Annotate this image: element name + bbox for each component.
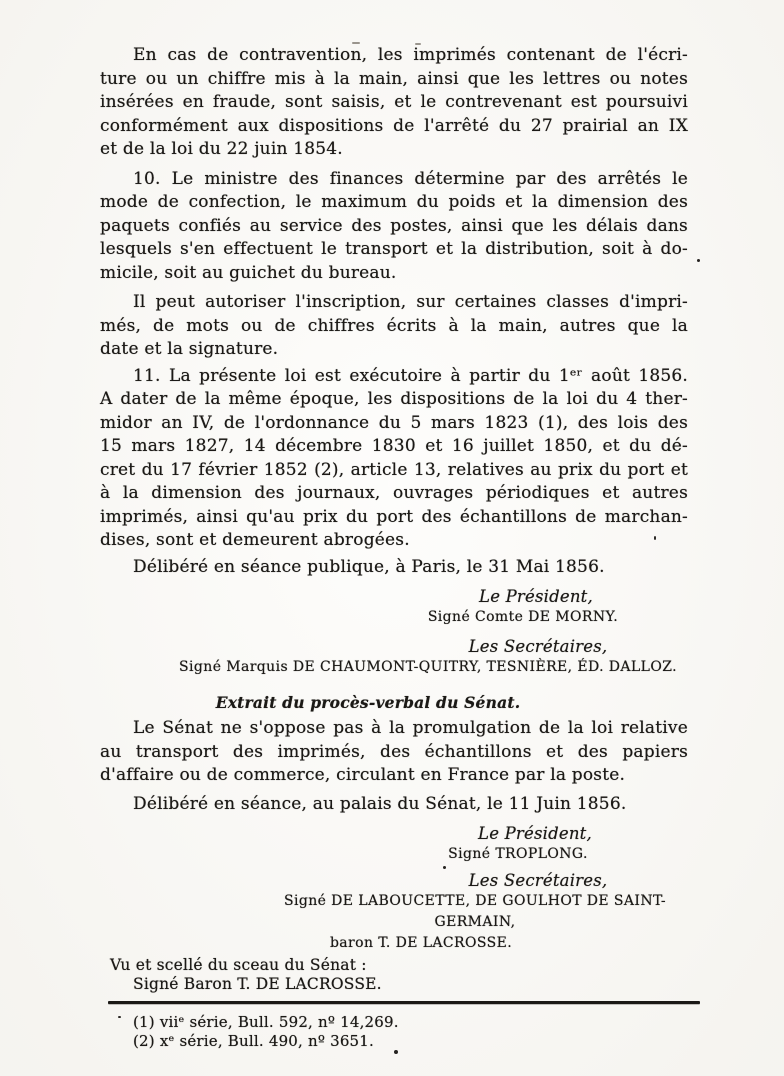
text-line: lesquels s'en effectuent le transport et la distribution, soit à do- bbox=[100, 239, 688, 259]
senate-extract-heading: Extrait du procès-verbal du Sénat. bbox=[215, 693, 521, 712]
secretaries-signature-line-2: baron T. DE LACROSSE. bbox=[329, 935, 513, 951]
president-title: Le Président, bbox=[479, 587, 593, 606]
text-line: d'affaire ou de commerce, circulant en France par la poste. bbox=[100, 765, 626, 785]
text-line: A dater de la même époque, les dispositions de la loi du 4 ther- bbox=[100, 389, 688, 409]
text-line: mode de confection, le maximum du poids et la dimension des bbox=[100, 192, 688, 212]
scan-artifact-speck bbox=[415, 43, 421, 45]
text-line: paquets confiés au service des postes, ainsi que les délais dans bbox=[100, 215, 688, 236]
text-line: conformément aux dispositions de l'arrêté du 27 prairial an IX bbox=[100, 115, 688, 136]
text-line: Il peut autoriser l'inscription, sur certaines classes d'impri- bbox=[133, 292, 688, 312]
signature-block-senate bbox=[100, 823, 688, 954]
footnote-2: (2) xᵉ série, Bull. 490, nº 3651. bbox=[133, 1032, 375, 1050]
president-signature: Signé Comte DE MORNY. bbox=[427, 609, 619, 625]
seal-attestation-block bbox=[100, 956, 688, 994]
text-line: au transport des imprimés, des échantillons et des papiers bbox=[100, 741, 688, 762]
secretaries-signature: Signé Marquis DE CHAUMONT-QUITRY, TESNIÈRE, ÉD. DALLOZ. bbox=[179, 659, 677, 675]
paragraph-contravention bbox=[100, 44, 688, 162]
text-column bbox=[100, 44, 688, 1052]
footnote-1: (1) viiᵉ série, Bull. 592, nº 14,269. bbox=[133, 1012, 399, 1031]
ink-speck bbox=[443, 866, 446, 869]
president-title: Le Président, bbox=[478, 824, 592, 843]
text-line: date et la signature. bbox=[100, 339, 279, 359]
text-line: 11. La présente loi est exécutoire à partir du 1ᵉʳ août 1856. bbox=[133, 365, 688, 386]
text-line: 15 mars 1827, 14 décembre 1830 et 16 juillet 1850, et du dé- bbox=[100, 436, 688, 456]
text-line: cret du 17 février 1852 (2), article 13, relatives au prix du port et bbox=[100, 459, 688, 480]
text-line: Le Sénat ne s'oppose pas à la promulgation de la loi relative bbox=[133, 718, 688, 738]
text-line: 10. Le ministre des finances détermine par des arrêtés le bbox=[133, 168, 688, 189]
footnotes bbox=[100, 1013, 688, 1052]
scan-artifact-speck bbox=[352, 42, 360, 44]
text-line: micile, soit au guichet du bureau. bbox=[100, 262, 397, 283]
secretaries-title: Les Secrétaires, bbox=[468, 871, 608, 890]
paragraph-article-10 bbox=[100, 168, 688, 286]
seal-attestation-line: Vu et scellé du sceau du Sénat : bbox=[110, 956, 367, 974]
text-line: més, de mots ou de chiffres écrits à la main, autres que la bbox=[100, 315, 688, 336]
secretaries-title: Les Secrétaires, bbox=[468, 637, 608, 656]
footnote-divider-rule bbox=[108, 1001, 700, 1004]
text-line: dises, sont et demeurent abrogées. bbox=[100, 530, 410, 550]
text-line: ture ou un chiffre mis à la main, ainsi que les lettres ou notes bbox=[100, 68, 688, 89]
text-line: En cas de contravention, les imprimés contenant de l'écri- bbox=[133, 45, 688, 65]
paragraph-senate-approval bbox=[100, 717, 688, 788]
paragraph-article-11 bbox=[100, 365, 688, 553]
ink-speck bbox=[697, 259, 700, 262]
text-line: insérées en fraude, sont saisis, et le contrevenant est poursuivi bbox=[100, 92, 688, 112]
paragraph-inscription bbox=[100, 291, 688, 362]
text-line: à la dimension des journaux, ouvrages périodiques et autres bbox=[100, 483, 688, 503]
ink-speck bbox=[394, 1050, 398, 1054]
seal-signature-line: Signé Baron T. DE LACROSSE. bbox=[133, 975, 382, 993]
ink-speck bbox=[654, 536, 656, 540]
president-signature: Signé TROPLONG. bbox=[448, 846, 588, 862]
text-line: et de la loi du 22 juin 1854. bbox=[100, 139, 343, 159]
text-line: imprimés, ainsi qu'au prix du port des échantillons de marchan- bbox=[100, 506, 688, 527]
text-line: midor an IV, de l'ordonnance du 5 mars 1823 (1), des lois des bbox=[100, 412, 688, 433]
ink-speck bbox=[118, 1016, 121, 1018]
secretaries-signature-line-1: Signé DE LABOUCETTE, DE GOULHOT DE SAINT-GERMAIN, bbox=[283, 893, 667, 930]
signature-block-assembly bbox=[100, 586, 688, 678]
dateline-paris: Délibéré en séance publique, à Paris, le 31 Mai 1856. bbox=[133, 556, 605, 577]
dateline-senate: Délibéré en séance, au palais du Sénat, le 11 Juin 1856. bbox=[133, 793, 627, 814]
